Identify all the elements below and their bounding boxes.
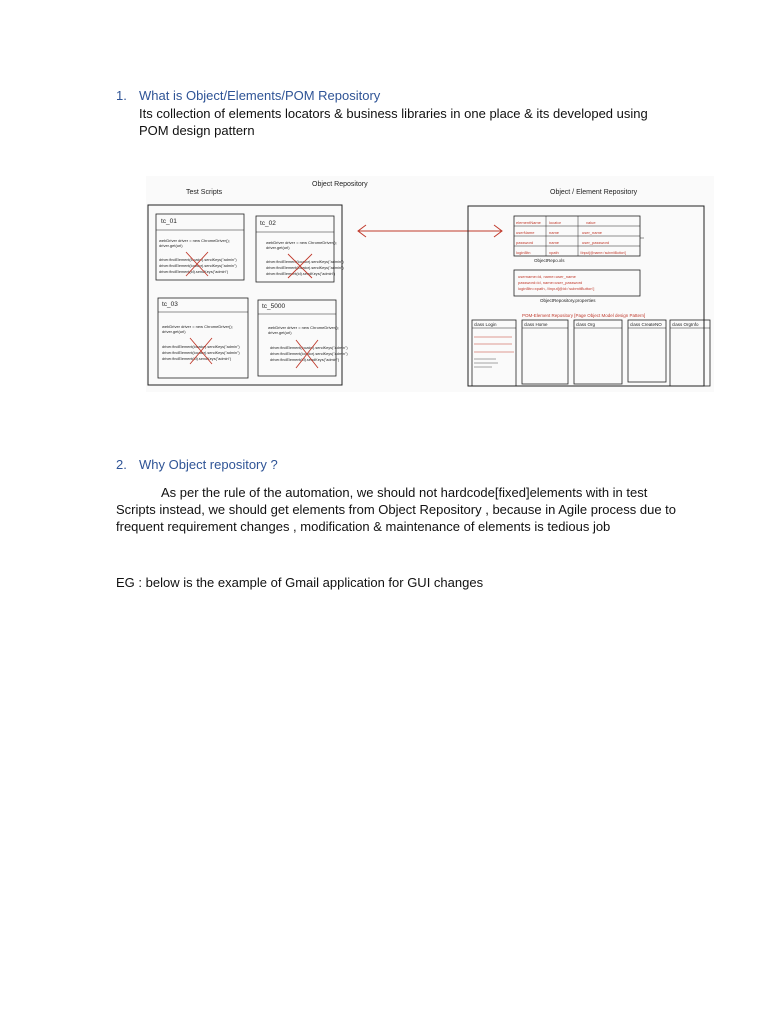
props-line: password=id, name=user_password <box>518 280 583 285</box>
tc-01-code-line-2: driver.findElement(locator).sendKeys("admin") <box>159 264 237 268</box>
xls-cell: value <box>586 220 596 225</box>
tc-02-code-line-1: driver.findElement(locator).sendKeys("admin") <box>266 260 344 264</box>
class-createno-label: class CreateNO <box>630 322 662 327</box>
object-repo-properties-label: ObjectRepository.properties <box>540 298 596 303</box>
section-1-body-line-2: POM design pattern <box>139 123 255 138</box>
tc-5000-code-get: driver.get(url) <box>268 330 292 335</box>
section-1-body-line-1: Its collection of elements locators & business libraries in one place & its developed using <box>139 106 648 121</box>
tc-02-code-line-3: driver.findElement(id).sendKeys("admin") <box>266 272 336 276</box>
tc-01-code-get: driver.get(url) <box>159 243 183 248</box>
tc-5000-label: tc_5000 <box>262 303 286 310</box>
tc-01-label: tc_01 <box>161 218 177 225</box>
tc-5000-code-line-3: driver.findElement(id).sendKeys("admin") <box>270 358 340 362</box>
props-line: loginBtn=xpath, //input[@id='submitButton'] <box>518 286 595 291</box>
example-line: EG : below is the example of Gmail application for GUI changes <box>116 575 484 590</box>
section-2-title: Why Object repository ? <box>139 457 278 472</box>
section-2-body-line-1: As per the rule of the automation, we should not hardcode[fixed]elements with in test <box>161 485 648 500</box>
section-1-title: What is Object/Elements/POM Repository <box>139 88 381 103</box>
xls-cell: name <box>549 230 560 235</box>
tc-01-code-webdriver: webDriver driver = new ChromeDriver(); <box>159 238 230 243</box>
tc-03-code-line-2: driver.findElement(locator).sendKeys("admin") <box>162 351 240 355</box>
section-1-body <box>139 105 648 139</box>
xls-cell: locator <box>549 220 562 225</box>
tc-5000-code-line-1: driver.findElement(locator).sendKeys("admin") <box>270 346 348 350</box>
class-home-label: class Home <box>524 322 548 327</box>
tc-01-code-line-1: driver.findElement(locator).sendKeys("admin") <box>159 258 237 262</box>
section-1-number: 1. <box>116 88 127 103</box>
class-org-label: class Org <box>576 322 596 327</box>
xls-cell: elementName <box>516 220 541 225</box>
diagram-label-test-scripts: Test Scripts <box>186 189 223 196</box>
tc-02-code-get: driver.get(url) <box>266 245 290 250</box>
section-2-body-line-2: Scripts instead, we should get elements from Object Repository , because in Agile process due to <box>116 502 677 517</box>
tc-02-code-line-2: driver.findElement(locator).sendKeys("admin") <box>266 266 344 270</box>
section-2-heading <box>116 457 278 472</box>
xls-cell: user_name <box>582 230 603 235</box>
class-orginfo-label: class OrgInfo <box>672 322 699 327</box>
tc-03-label: tc_03 <box>162 301 178 308</box>
tc-02-label: tc_02 <box>260 220 276 227</box>
xls-cell: name <box>549 240 560 245</box>
props-line: username=id, name=user_name <box>518 274 576 279</box>
tc-5000-code-line-2: driver.findElement(locator).sendKeys("admin") <box>270 352 348 356</box>
section-2-body-line-3: frequent requirement changes , modification & maintenance of elements is tedious job <box>116 519 611 534</box>
tc-5000-code-webdriver: webDriver driver = new ChromeDriver(); <box>268 325 339 330</box>
tc-03-code-line-3: driver.findElement(id).sendKeys("admin") <box>162 357 232 361</box>
class-login-label: class Login <box>474 322 497 327</box>
diagram-label-object-repository: Object Repository <box>312 181 368 188</box>
xls-cell: password <box>516 240 534 245</box>
tc-02-code-webdriver: webDriver driver = new ChromeDriver(); <box>266 240 337 245</box>
diagram-label-object-element-repository: Object / Element Repository <box>550 189 638 196</box>
object-repo-xls-label: ObjectRepo.xls <box>534 258 565 263</box>
tc-01-code-line-3: driver.findElement(id).sendKeys("admin") <box>159 270 229 274</box>
section-2-number: 2. <box>116 457 127 472</box>
tc-03-code-get: driver.get(url) <box>162 329 186 334</box>
xls-cell: loginBtn <box>516 250 531 255</box>
xls-cell: xpath <box>549 250 559 255</box>
section-1-heading <box>116 88 380 103</box>
xls-cell: user_password <box>582 240 610 245</box>
xls-cell: userName <box>516 230 535 235</box>
tc-03-code-webdriver: webDriver driver = new ChromeDriver(); <box>162 324 233 329</box>
object-repository-diagram <box>146 176 714 392</box>
tc-03-code-line-1: driver.findElement(locator).sendKeys("admin") <box>162 345 240 349</box>
xls-cell: //input[@name='submitButton'] <box>580 251 627 255</box>
section-2-body <box>116 484 676 535</box>
pom-element-repository-label: POM-Element Repository [Page Object Model design Pattern] <box>522 313 646 318</box>
